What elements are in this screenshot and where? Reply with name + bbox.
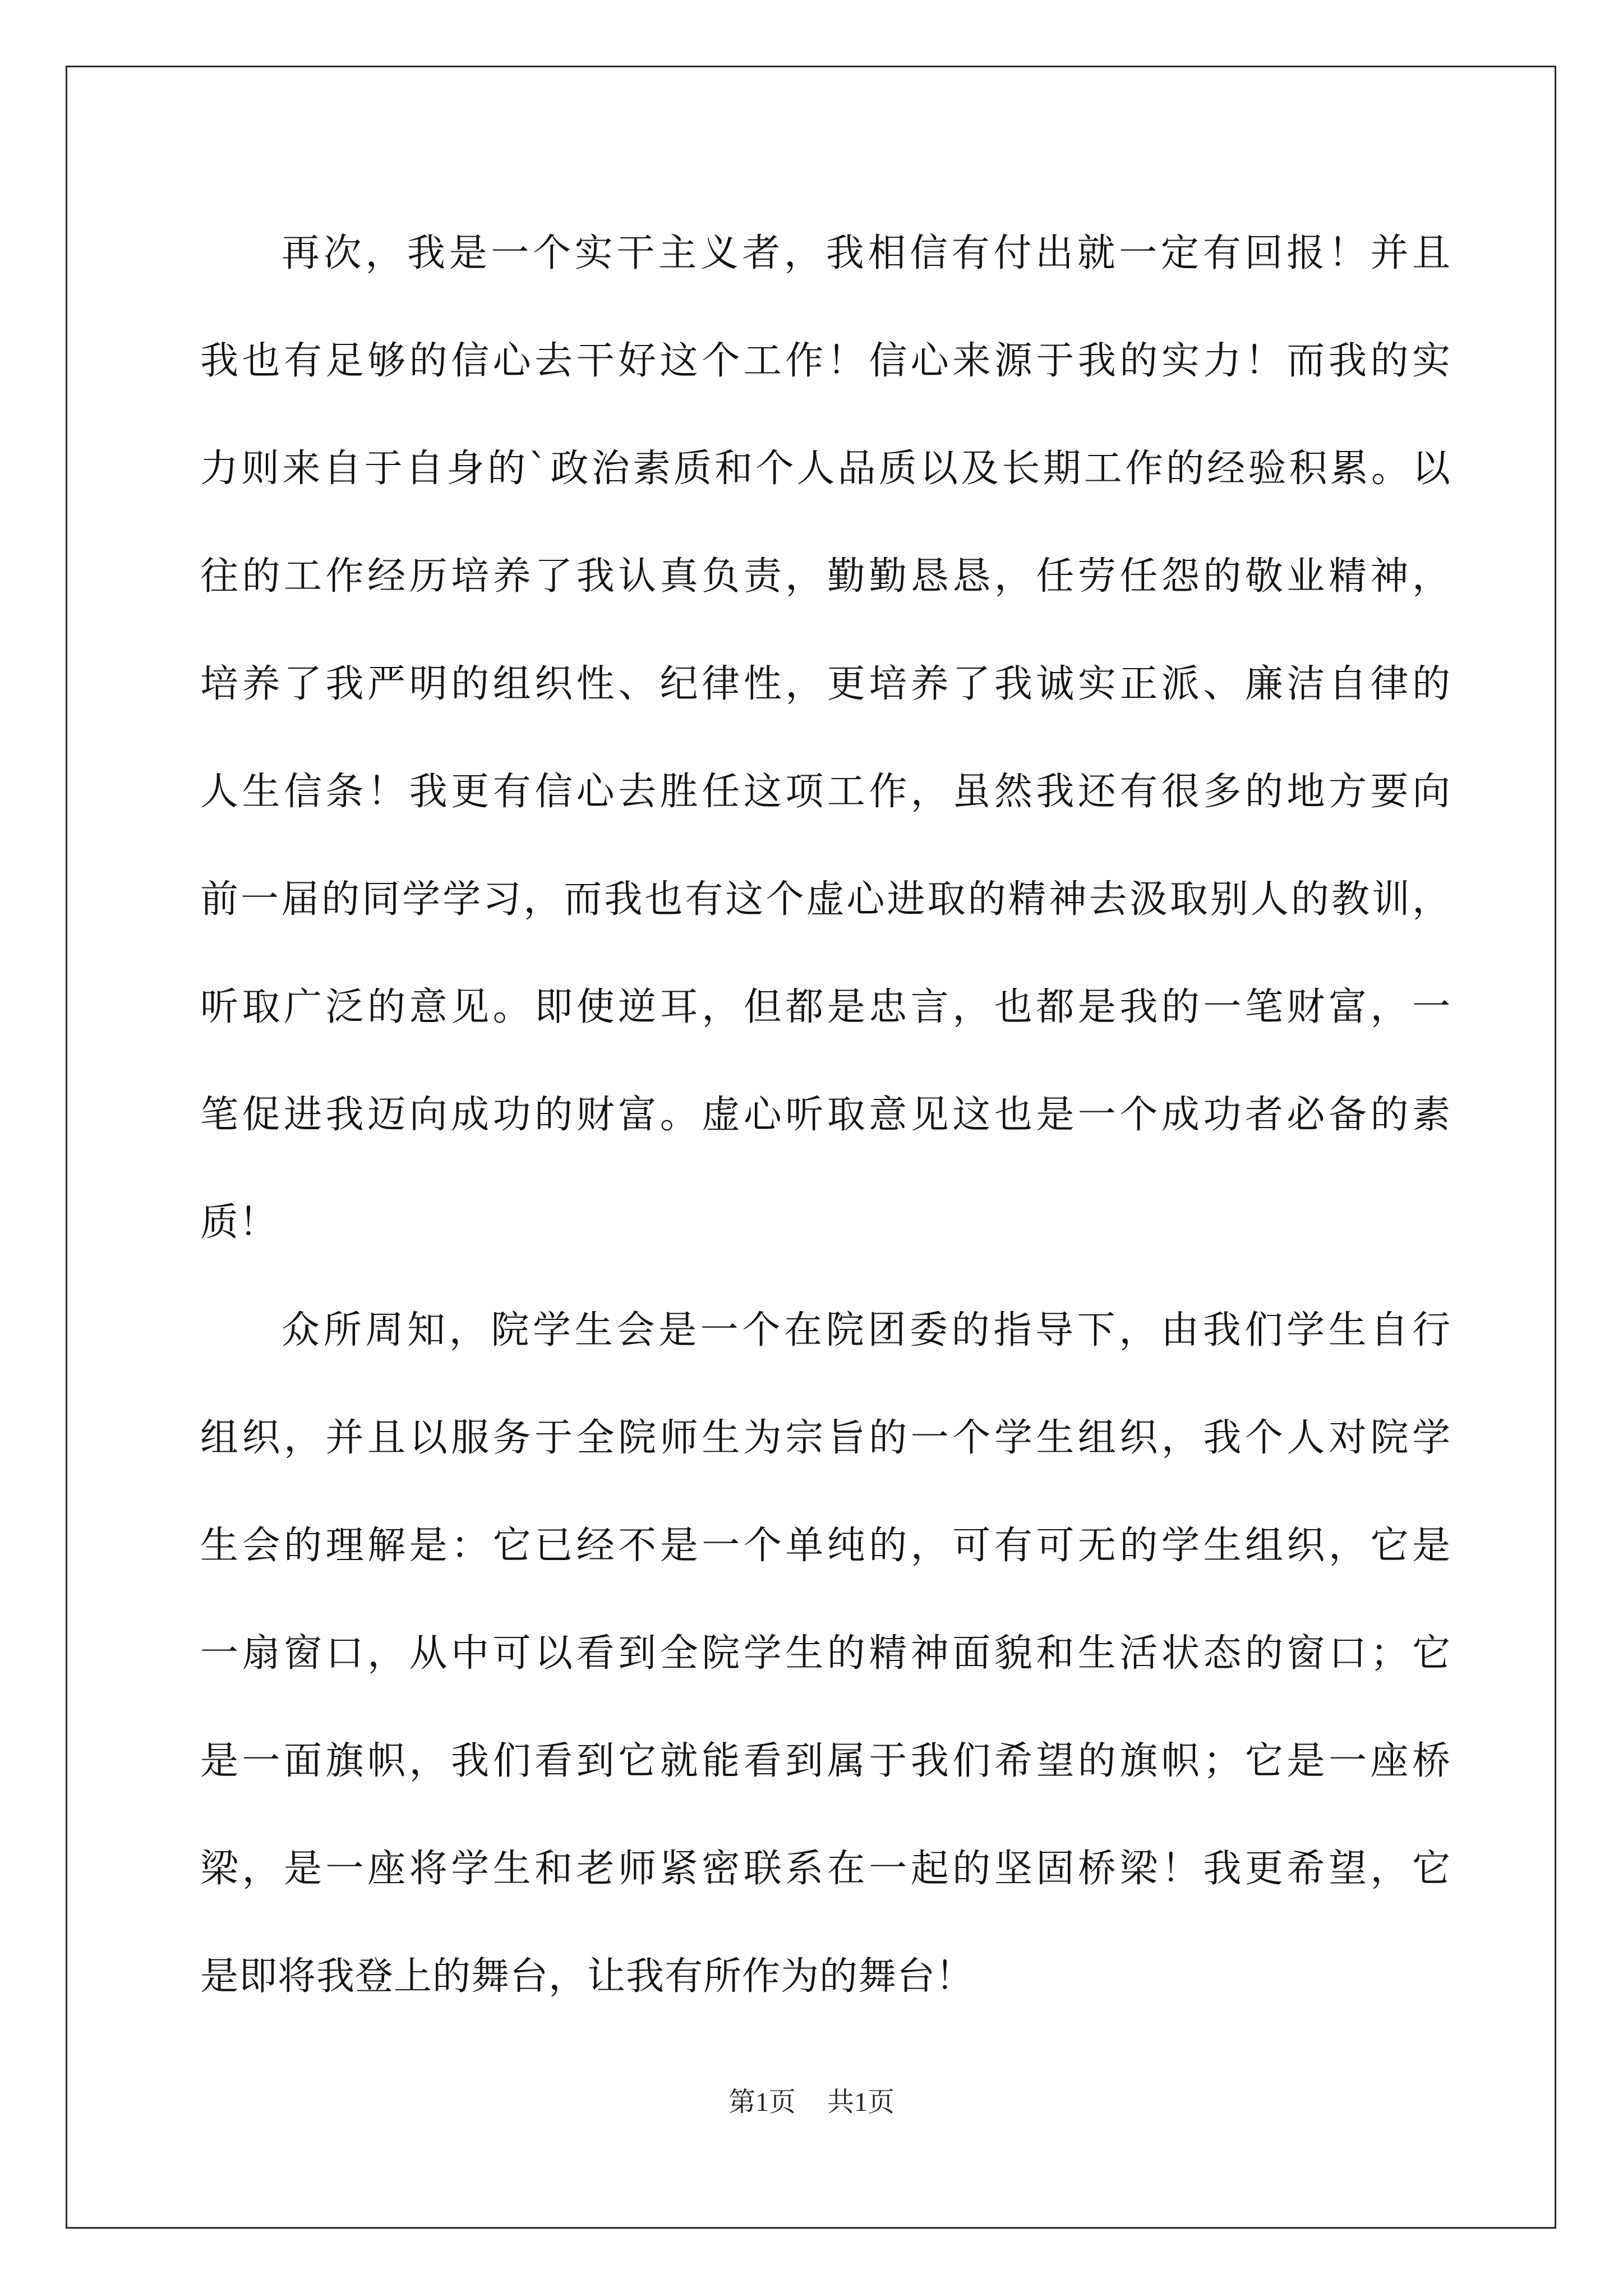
paragraph-2-line-1: 众所周知，院学生会是一个在院团委的指导下，由我们学生自行: [282, 1308, 1451, 1352]
paragraph-1-line-4: 往的工作经历培养了我认真负责，勤勤恳恳，任劳任怨的敬业精神，: [200, 554, 1451, 599]
page-total: 共1页: [827, 2087, 895, 2117]
paragraph-1-line-2: 我也有足够的信心去干好这个工作！信心来源于我的实力！而我的实: [200, 339, 1451, 383]
paragraph-2-line-7: 是即将我登上的舞台，让我有所作为的舞台！: [200, 1954, 975, 1999]
paragraph-1-line-5: 培养了我严明的组织性、纪律性，更培养了我诚实正派、廉洁自律的: [200, 662, 1451, 706]
paragraph-2-line-3: 生会的理解是：它已经不是一个单纯的，可有可无的学生组织，它是: [200, 1524, 1451, 1568]
paragraph-1-line-8: 听取广泛的意见。即使逆耳，但都是忠言，也都是我的一笔财富，一: [200, 985, 1451, 1029]
paragraph-2-line-2: 组织，并且以服务于全院师生为宗旨的一个学生组织，我个人对院学: [200, 1416, 1451, 1460]
paragraph-1-line-3: 力则来自于自身的`政治素质和个人品质以及长期工作的经验积累。以: [200, 447, 1451, 491]
paragraph-1-line-1: 再次，我是一个实干主义者，我相信有付出就一定有回报！并且: [282, 231, 1451, 275]
paragraph-1-line-7: 前一届的同学学习，而我也有这个虚心进取的精神去汲取别人的教训，: [200, 877, 1451, 922]
paragraph-2-line-4: 一扇窗口，从中可以看到全院学生的精神面貌和生活状态的窗口；它: [200, 1631, 1451, 1676]
paragraph-2-line-6: 梁，是一座将学生和老师紧密联系在一起的坚固桥梁！我更希望，它: [200, 1847, 1451, 1891]
page-footer: [0, 2086, 1623, 2119]
paragraph-1-line-10: 质！: [200, 1200, 278, 1245]
paragraph-1-line-6: 人生信条！我更有信心去胜任这项工作，虽然我还有很多的地方要向: [200, 770, 1451, 814]
page-number: 第1页: [728, 2087, 796, 2117]
paragraph-1-line-9: 笔促进我迈向成功的财富。虚心听取意见这也是一个成功者必备的素: [200, 1093, 1451, 1137]
paragraph-2-line-5: 是一面旗帜，我们看到它就能看到属于我们希望的旗帜；它是一座桥: [200, 1739, 1451, 1783]
